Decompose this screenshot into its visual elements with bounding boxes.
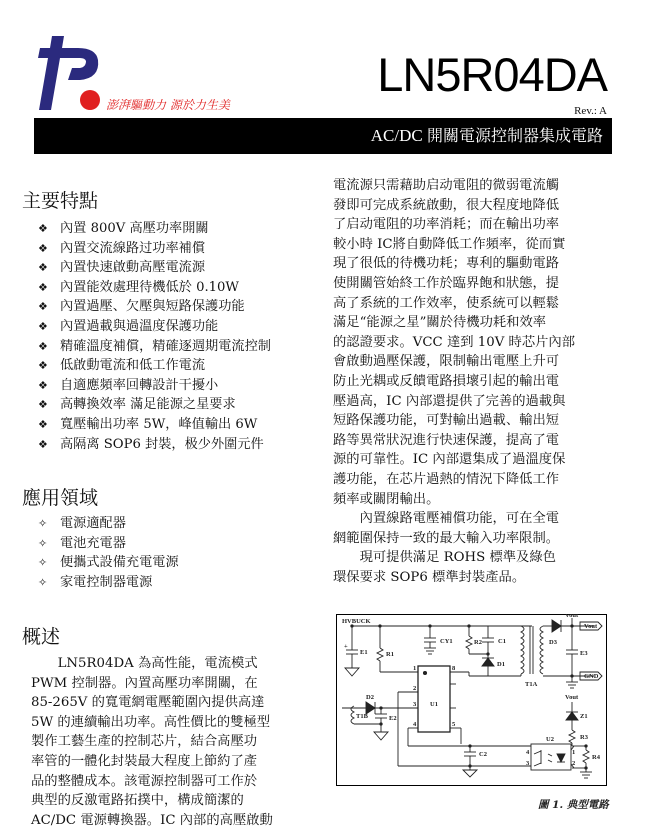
star-bullet-icon: ✧ — [38, 536, 48, 550]
svg-text:Z1: Z1 — [580, 713, 588, 720]
feature-item: ❖ 寬壓輸出功率 5W，峰值輸出 6W — [38, 415, 271, 435]
feature-item: ❖ 內置過壓、欠壓與短路保護功能 — [38, 297, 271, 317]
diamond-bullet-icon: ❖ — [38, 339, 48, 353]
svg-text:3: 3 — [526, 760, 530, 767]
overview-text-left: LN5R04DA 為高性能，電流模式 PWM 控制器。內置高壓功率開關，在 85-265V 的寬電網電壓範圍內提供高達 5W 的連續輸出功率。高性價比的雙極型 製作工藝生產的控制芯片，結合高壓功 率管的一體化封裝最大程度上節約了產 品的整體成本。該電源控制器可工作於 典型的反激電路拓撲中，構成簡潔的 AC/DC 電源轉換器。IC 內部的高壓啟動 — [31, 656, 273, 828]
svg-text:U2: U2 — [546, 736, 554, 743]
svg-text:4: 4 — [413, 721, 417, 728]
svg-text:R1: R1 — [386, 651, 394, 658]
application-item: ✧ 電池充電器 — [38, 534, 179, 554]
features-list — [38, 219, 271, 454]
gnd-port-label: GND — [584, 673, 599, 680]
svg-text:D2: D2 — [366, 694, 374, 701]
feature-item: ❖ 高隔离 SOP6 封裝，极少外圍元件 — [38, 435, 271, 455]
application-item: ✧ 電源適配器 — [38, 514, 179, 534]
svg-text:Vout: Vout — [565, 614, 579, 619]
svg-text:4: 4 — [526, 749, 530, 756]
overview-heading: 概述 — [22, 626, 61, 648]
svg-text:R3: R3 — [580, 734, 588, 741]
application-item: ✧ 便攜式設備充電電源 — [38, 553, 179, 573]
circuit-schematic — [336, 614, 607, 786]
feature-item: ❖ 高轉換效率 滿足能源之星要求 — [38, 395, 271, 415]
diamond-bullet-icon: ❖ — [38, 319, 48, 333]
diamond-bullet-icon: ❖ — [38, 300, 48, 314]
feature-item: ❖ 自適應頻率回轉設計干擾小 — [38, 376, 271, 396]
feature-item: ❖ 內置快速啟動高壓電流源 — [38, 258, 271, 278]
svg-text:C1: C1 — [498, 638, 506, 645]
vout-port-label: Vout — [584, 623, 598, 630]
star-bullet-icon: ✧ — [38, 556, 48, 570]
star-bullet-icon: ✧ — [38, 517, 48, 530]
svg-text:D1: D1 — [497, 661, 505, 668]
svg-text:T1B: T1B — [356, 713, 368, 720]
svg-text:T1A: T1A — [525, 681, 538, 688]
star-bullet-icon: ✧ — [38, 575, 48, 589]
diamond-bullet-icon: ❖ — [38, 398, 48, 412]
svg-text:C2: C2 — [479, 751, 487, 758]
diamond-bullet-icon: ❖ — [38, 378, 48, 392]
diamond-bullet-icon: ❖ — [38, 280, 48, 294]
document-subtitle — [371, 124, 603, 148]
svg-text:2: 2 — [572, 760, 576, 767]
subtitle-latin: AC/DC — [370, 126, 427, 145]
diamond-bullet-icon: ❖ — [38, 222, 48, 235]
svg-text:CY1: CY1 — [440, 638, 453, 645]
applications-list — [38, 514, 179, 592]
svg-text:3: 3 — [413, 701, 417, 708]
svg-text:5: 5 — [452, 721, 456, 728]
revision-label: Rev.: A — [574, 105, 607, 117]
diamond-bullet-icon: ❖ — [38, 417, 48, 431]
svg-text:1: 1 — [413, 665, 417, 672]
svg-text:Vout: Vout — [565, 694, 579, 701]
feature-item: ❖ 低啟動電流和低工作電流 — [38, 356, 271, 376]
feature-item: ❖ 內置交流線路过功率補償 — [38, 239, 271, 259]
svg-text:8: 8 — [452, 665, 456, 672]
u1-label: U1 — [430, 701, 438, 708]
company-slogan: 澎湃驅動力 源於力生美 — [106, 98, 230, 112]
applications-heading: 應用領域 — [22, 487, 99, 509]
diamond-bullet-icon: ❖ — [38, 241, 48, 255]
svg-text:R4: R4 — [592, 754, 600, 761]
diamond-bullet-icon: ❖ — [38, 437, 48, 451]
feature-item: ❖ 精確溫度補償，精確逐週期電流控制 — [38, 337, 271, 357]
feature-item: ❖ 內置 800V 高壓功率開關 — [38, 219, 271, 239]
feature-item: ❖ 內置過載與過溫度保護功能 — [38, 317, 271, 337]
overview-text-right: 電流源只需藉助启动電阻的微弱電流觸 發即可完成系統啟動，很大程度地降低 了启动電阻的功率消耗；而在輸出功率 較小時 IC將自動降低工作頻率，從而實 現了很低的待機功耗；專利的驅動電路 使開關管始終工作於臨界飽和狀態，提 高了系統的工作效率，使系統可以輕鬆 滿足“能源之星”關於待機功耗和效率 的認證要求。VCC 達到 10V 時芯片內部 會啟動過壓保護，限制輸出電壓上升可 防止光耦或反饋電路損壞引起的輸出電 壓過高，IC 內部還提供了完善的過載與 短路保護功能，可對輸出過載、輸出短 路等異常狀況進行快速保護，提高了電 源的可靠性。IC 內部還集成了過溫度保 護功能，在芯片過熱的情況下降低工作 頻率或關閉輸出。 內置線路電壓補償功能，可在全電 網範圍保持一致的最大輸入功率限制。 現可提供滿足 ROHS 標準及綠色 環保要求 SOP6 標準封裝產品。 — [333, 178, 576, 585]
svg-text:R2: R2 — [474, 639, 482, 646]
svg-text:E1: E1 — [360, 649, 368, 656]
diamond-bullet-icon: ❖ — [38, 261, 48, 275]
subtitle-cjk: 開關電源控制器集成電路 — [426, 126, 603, 145]
application-item: ✧ 家電控制器電源 — [38, 573, 179, 593]
figure-caption: 圖 1. 典型電路 — [538, 799, 609, 811]
company-logo-icon — [38, 32, 110, 114]
svg-text:D3: D3 — [549, 639, 557, 646]
diamond-bullet-icon: ❖ — [38, 359, 48, 373]
svg-text:E2: E2 — [389, 715, 397, 722]
svg-text:E3: E3 — [580, 650, 588, 657]
feature-item: ❖ 內置能效處理待機低於 0.10W — [38, 278, 271, 298]
svg-text:+: + — [344, 643, 348, 650]
svg-text:1: 1 — [572, 749, 576, 756]
part-number-title: LN5R04DA — [377, 48, 607, 101]
label-hvbuck: HVBUCK — [342, 618, 371, 625]
features-heading: 主要特點 — [22, 190, 99, 212]
svg-text:2: 2 — [413, 685, 417, 692]
